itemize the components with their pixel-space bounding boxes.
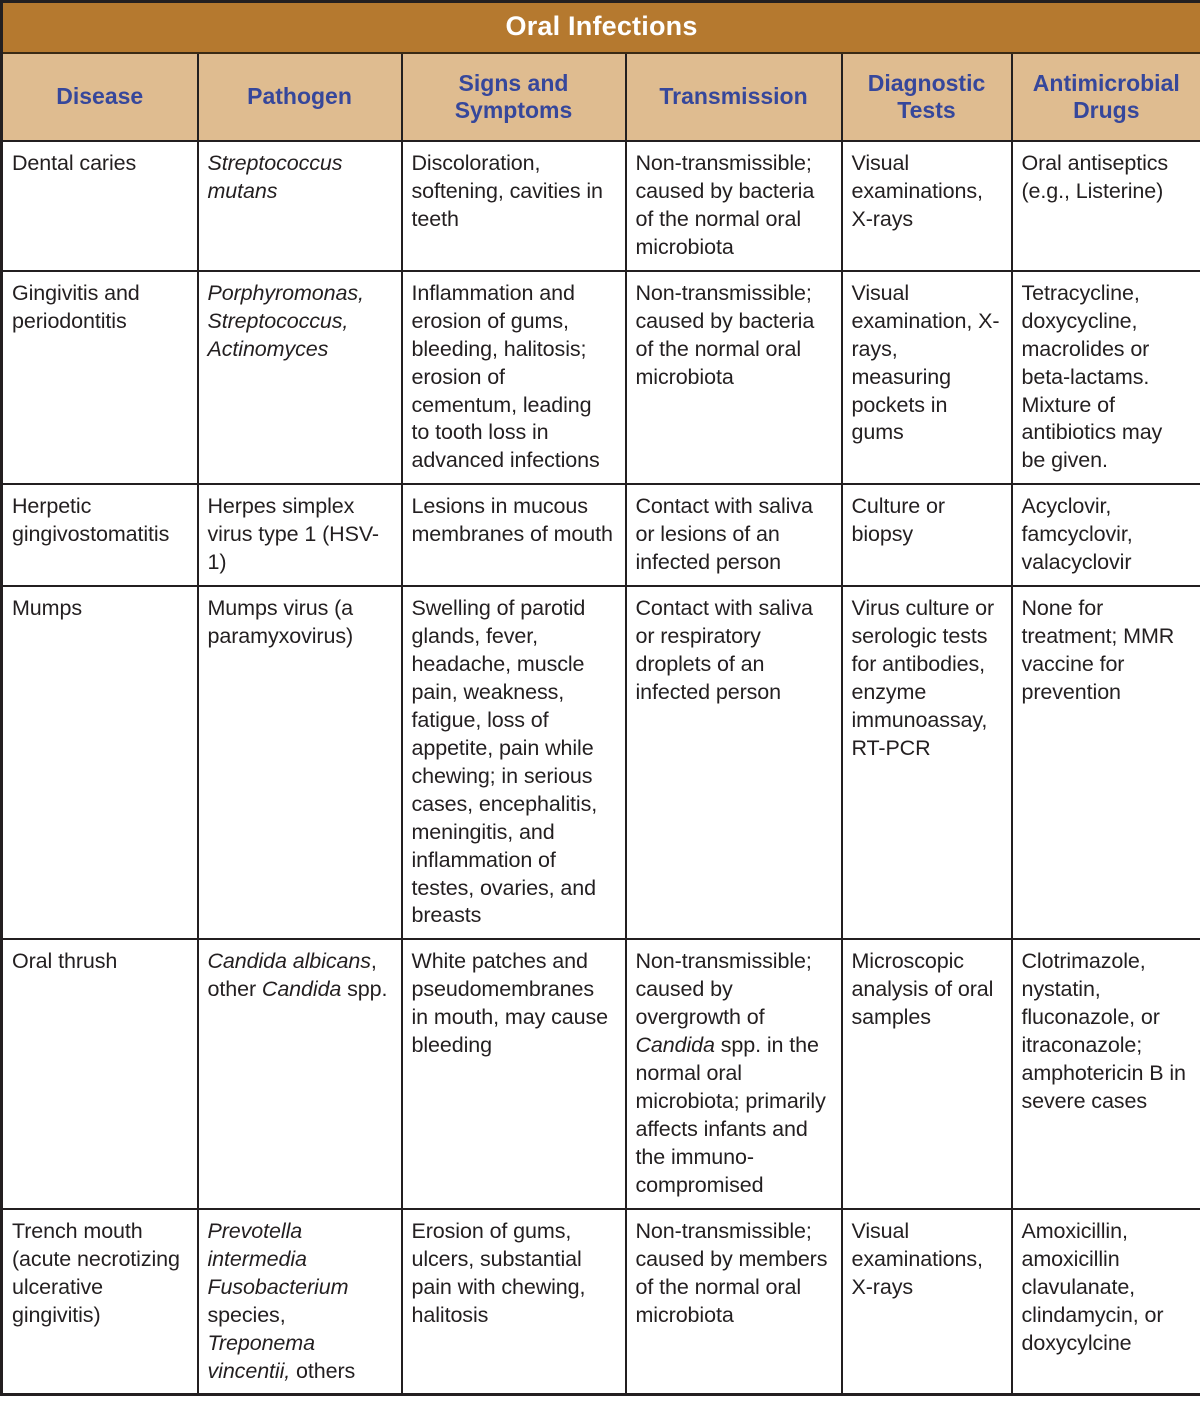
cell-signs: Discoloration, softening, cavities in teeth <box>402 141 626 271</box>
cell-pathogen: Herpes simplex virus type 1 (HSV-1) <box>198 484 402 586</box>
column-header-disease: Disease <box>2 53 198 141</box>
table-title: Oral Infections <box>2 2 1200 54</box>
cell-tests: Visual examinations, X-rays <box>842 141 1012 271</box>
table-row <box>2 271 1200 485</box>
cell-drugs: None for treatment; MMR vaccine for prevention <box>1012 586 1200 939</box>
cell-disease: Dental caries <box>2 141 198 271</box>
cell-pathogen: Candida albicans, other Candida spp. <box>198 939 402 1208</box>
cell-disease: Mumps <box>2 586 198 939</box>
cell-tests: Visual examination, X-rays, measuring pockets in gums <box>842 271 1012 485</box>
cell-signs: Erosion of gums, ulcers, substantial pain with chewing, halitosis <box>402 1209 626 1395</box>
cell-transmission: Non-transmissible; caused by members of the normal oral microbiota <box>626 1209 842 1395</box>
cell-transmission: Non-transmissible; caused by overgrowth of Candida spp. in the normal oral microbiota; primarily affects infants and the immuno-compromised <box>626 939 842 1208</box>
cell-tests: Culture or biopsy <box>842 484 1012 586</box>
cell-transmission: Non-transmissible; caused by bacteria of the normal oral microbiota <box>626 141 842 271</box>
column-header-signs-and-symptoms: Signs and Symptoms <box>402 53 626 141</box>
cell-tests: Microscopic analysis of oral samples <box>842 939 1012 1208</box>
table-row <box>2 484 1200 586</box>
table-title-row <box>2 2 1200 54</box>
cell-pathogen: Prevotella intermedia Fusobacterium species, Treponema vincentii, others <box>198 1209 402 1395</box>
cell-disease: Oral thrush <box>2 939 198 1208</box>
cell-drugs: Oral antiseptics (e.g., Listerine) <box>1012 141 1200 271</box>
cell-disease: Trench mouth (acute necrotizing ulcerative gingivitis) <box>2 1209 198 1395</box>
table-row <box>2 939 1200 1208</box>
table-row <box>2 586 1200 939</box>
cell-disease: Gingivitis and periodontitis <box>2 271 198 485</box>
cell-signs: Swelling of parotid glands, fever, headache, muscle pain, weakness, fatigue, loss of appetite, pain while chewing; in serious cases, encephalitis, meningitis, and inflammation of testes, ovaries, and breasts <box>402 586 626 939</box>
cell-drugs: Acyclovir, famcyclovir, valacyclovir <box>1012 484 1200 586</box>
cell-transmission: Contact with saliva or respiratory droplets of an infected person <box>626 586 842 939</box>
column-header-diagnostic-tests: Diagnostic Tests <box>842 53 1012 141</box>
column-header-pathogen: Pathogen <box>198 53 402 141</box>
cell-disease: Herpetic gingivostomatitis <box>2 484 198 586</box>
cell-transmission: Contact with saliva or lesions of an infected person <box>626 484 842 586</box>
cell-pathogen: Streptococcus mutans <box>198 141 402 271</box>
cell-tests: Virus culture or serologic tests for antibodies, enzyme immunoassay, RT-PCR <box>842 586 1012 939</box>
cell-pathogen: Mumps virus (a paramyxovirus) <box>198 586 402 939</box>
cell-drugs: Amoxicillin, amoxicillin clavulanate, clindamycin, or doxycylcine <box>1012 1209 1200 1395</box>
cell-transmission: Non-transmissible; caused by bacteria of the normal oral microbiota <box>626 271 842 485</box>
column-header-antimicrobial-drugs: Antimicrobial Drugs <box>1012 53 1200 141</box>
cell-signs: Inflammation and erosion of gums, bleeding, halitosis; erosion of cementum, leading to tooth loss in advanced infections <box>402 271 626 485</box>
cell-signs: Lesions in mucous membranes of mouth <box>402 484 626 586</box>
table-row <box>2 141 1200 271</box>
table-row <box>2 1209 1200 1395</box>
cell-drugs: Tetracycline, doxycycline, macrolides or beta-lactams. Mixture of antibiotics may be given. <box>1012 271 1200 485</box>
cell-pathogen: Porphyromonas, Streptococcus, Actinomyces <box>198 271 402 485</box>
cell-drugs: Clotrimazole, nystatin, fluconazole, or itraconazole; amphotericin B in severe cases <box>1012 939 1200 1208</box>
cell-tests: Visual examinations, X-rays <box>842 1209 1012 1395</box>
column-header-transmission: Transmission <box>626 53 842 141</box>
cell-signs: White patches and pseudomembranes in mouth, may cause bleeding <box>402 939 626 1208</box>
table-header-row <box>2 53 1200 141</box>
table-body <box>2 141 1200 1395</box>
